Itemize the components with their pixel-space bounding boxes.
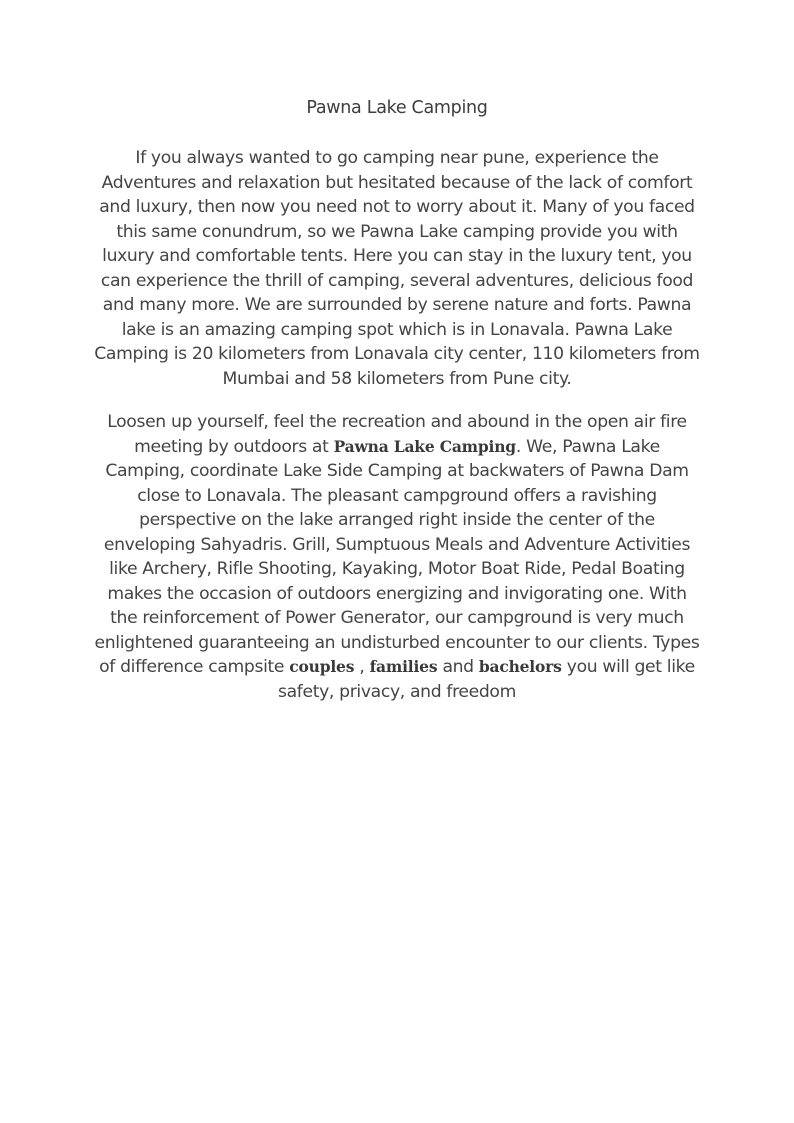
- couples-text: couples: [289, 657, 355, 676]
- page-title: Pawna Lake Camping: [306, 98, 488, 118]
- details-intro-text: Loosen up yourself, feel the recreation and abound in the open air fire meeting by outdoors at: [107, 412, 687, 457]
- details-outro-text: you will get like safety, privacy, and freedom: [277, 657, 695, 702]
- separator-text-1: ,: [354, 657, 370, 677]
- separator-text-2: and: [437, 657, 479, 677]
- details-body-text: . We, Pawna Lake Camping, coordinate Lake Side Camping at backwaters of Pawna Dam close to Lonavala. The pleasant campground offers a ravishing perspective on the lake arranged right inside the center of the enveloping Sahyadris. Grill, Sumptuous Meals and Adventure Activities like Archery, Rifle Shooting, Kayaking, Motor Boat Ride, Pedal Boating makes the occasion of outdoors energizing and invigorating one. With the reinforcement of Power Generator, our campground is very much enlightened guaranteeing an undisturbed encounter to our clients. Types of difference campsite: [94, 436, 700, 677]
- bachelors-text: bachelors: [478, 657, 562, 676]
- brand-name-text: Pawna Lake Camping: [333, 436, 516, 456]
- families-text: families: [369, 657, 438, 676]
- details-paragraph: [93, 410, 701, 704]
- intro-paragraph: If you always wanted to go camping near pune, experience the Adventures and relaxation but hesitated because of the lack of comfort and luxury, then now you need not to worry about it. Many of you faced this same conundrum, so we Pawna Lake camping provide you with luxury and comfortable tents. Here you can stay in the luxury tent, you can experience the thrill of camping, several adventures, delicious food and many more. We are surrounded by serene nature and forts. Pawna lake is an amazing camping spot which is in Lonavala. Pawna Lake Camping is 20 kilometers from Lonavala city center, 110 kilometers from Mumbai and 58 kilometers from Pune city.: [94, 148, 700, 389]
